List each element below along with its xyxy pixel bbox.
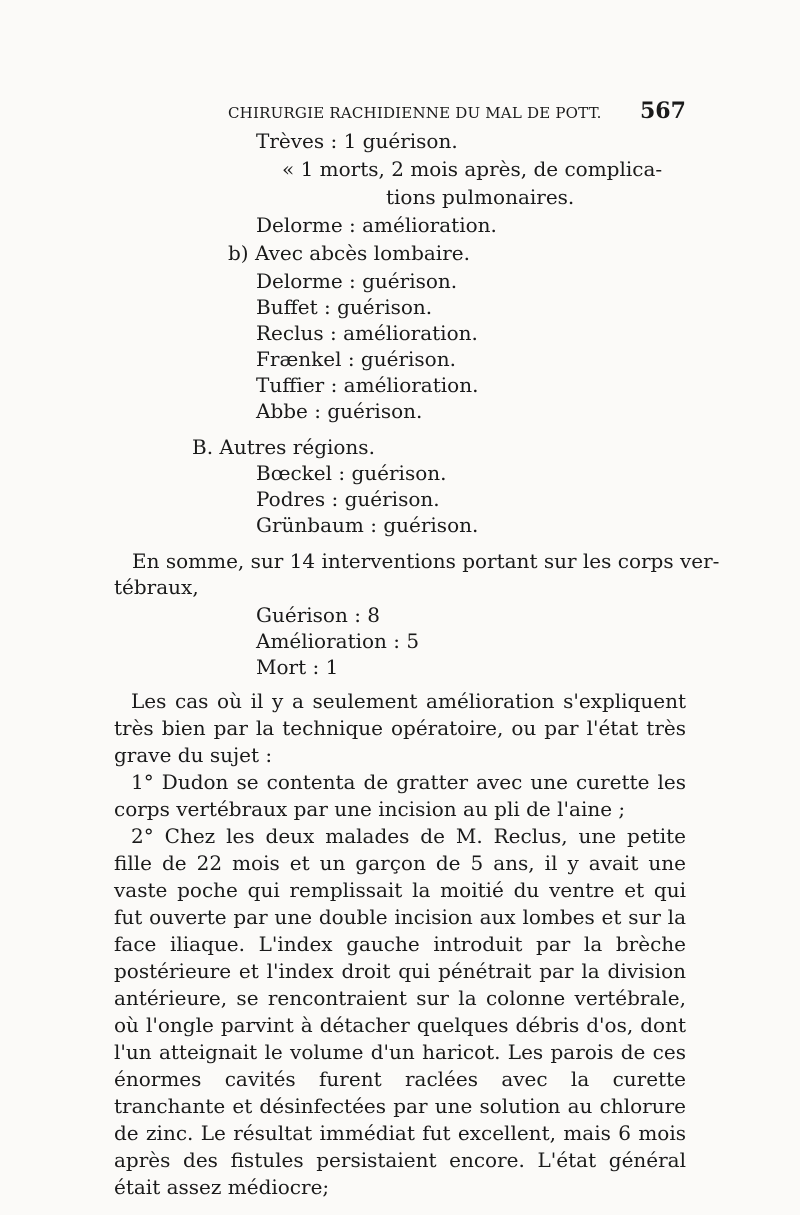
list-item-continuation: tions pulmonaires. bbox=[386, 185, 575, 209]
list-item: Podres : guérison. bbox=[256, 487, 440, 511]
body-text bbox=[114, 688, 686, 1201]
paragraph: 1° Dudon se contenta de gratter avec une curette les corps vertébraux par une incision au pli de l'aine ; bbox=[114, 770, 686, 821]
section-heading-b: b) Avec abcès lombaire. bbox=[228, 241, 470, 265]
paragraph: 2° Chez les deux malades de M. Reclus, une petite fille de 22 mois et un garçon de 5 ans, il y avait une vaste poche qui remplissait la moitié du ventre et qui fut ouverte par une double incision aux lombes et sur la face iliaque. L'index gauche introduit par la brèche postérieure et l'index droit qui pénétrait par la division antérieure, se rencontraient sur la colonne vertébrale, où l'ongle parvint à détacher quelques débris d'os, dont l'un atteignait le volume d'un haricot. Les parois de ces énormes cavités furent raclées avec la curette tranchante et désinfectées par une solution au chlorure de zinc. Le résultat immédiat fut excellent, mais 6 mois après des fistules persistaient encore. L'état général était assez médiocre; bbox=[114, 824, 686, 1199]
list-item: Delorme : guérison. bbox=[256, 269, 458, 293]
list-item: Trèves : 1 guérison. bbox=[256, 129, 458, 153]
result-line: Guérison : 8 bbox=[256, 603, 381, 627]
page-number: 567 bbox=[640, 98, 686, 124]
paragraph: Les cas où il y a seulement amélioration s'expliquent très bien par la technique opératoire, ou par l'état très grave du sujet : bbox=[114, 689, 686, 767]
list-item: Grünbaum : guérison. bbox=[256, 513, 479, 537]
list-item: Reclus : amélioration. bbox=[256, 321, 478, 345]
list-item: Delorme : amélioration. bbox=[256, 213, 497, 237]
list-item: Frænkel : guérison. bbox=[256, 347, 456, 371]
list-item: Abbe : guérison. bbox=[256, 399, 423, 423]
result-line: Amélioration : 5 bbox=[256, 629, 420, 653]
result-line: Mort : 1 bbox=[256, 655, 339, 679]
list-item: « 1 morts, 2 mois après, de complica- bbox=[282, 157, 663, 181]
running-title: CHIRURGIE RACHIDIENNE DU MAL DE POTT. bbox=[228, 104, 602, 122]
summary-line: En somme, sur 14 interventions portant sur les corps ver- bbox=[132, 549, 720, 573]
list-item: Bœckel : guérison. bbox=[256, 461, 447, 485]
section-heading-B: B. Autres régions. bbox=[192, 435, 375, 459]
list-item: Buffet : guérison. bbox=[256, 295, 433, 319]
summary-line: tébraux, bbox=[114, 575, 199, 599]
list-item: Tuffier : amélioration. bbox=[256, 373, 479, 397]
